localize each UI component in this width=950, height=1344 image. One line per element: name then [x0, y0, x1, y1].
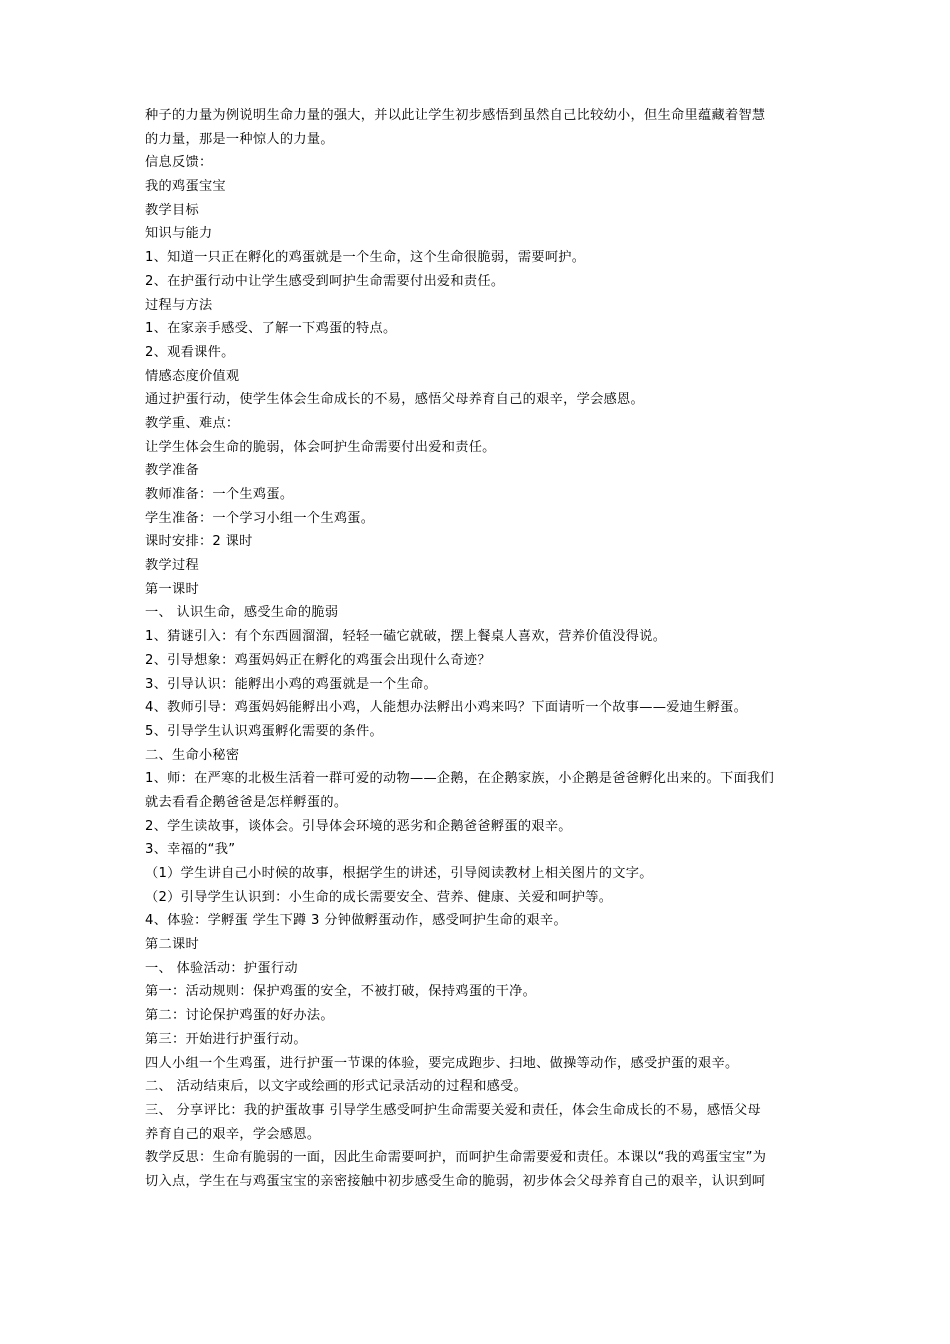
text-line: 四人小组一个生鸡蛋，进行护蛋一节课的体验，要完成跑步、扫地、做操等动作，感受护蛋的艰辛。: [145, 1055, 739, 1071]
text-line: 的力量，那是一种惊人的力量。: [145, 131, 334, 147]
text-line: 教师准备：一个生鸡蛋。: [145, 487, 294, 502]
text-line: 三、 分享评比：我的护蛋故事 引导学生感受呵护生命需要关爱和责任，体会生命成长的不易，感悟父母: [145, 1102, 761, 1118]
section-heading: 第一课时: [145, 581, 199, 597]
text-line: 2、学生读故事，谈体会。引导体会环境的恶劣和企鹅爸爸孵蛋的艰辛。: [145, 818, 572, 834]
text-line: 一、 认识生命，感受生命的脆弱: [145, 605, 339, 621]
text-line: 第三：开始进行护蛋行动。: [145, 1031, 307, 1047]
text-line: 2、观看课件。: [145, 344, 235, 360]
text-line: 养育自己的艰辛，学会感恩。: [145, 1126, 321, 1142]
text-line: 第一：活动规则：保护鸡蛋的安全，不被打破，保持鸡蛋的干净。: [145, 984, 537, 1000]
text-line: 1、猜谜引入：有个东西圆溜溜，轻轻一磕它就破，摆上餐桌人喜欢，营养价值没得说。: [145, 629, 667, 645]
section-heading: 教学重、难点：: [145, 415, 240, 431]
text-line: （1）学生讲自己小时候的故事，根据学生的讲述，引导阅读教材上相关图片的文字。: [145, 866, 653, 881]
text-line: 让学生体会生命的脆弱，体会呵护生命需要付出爱和责任。: [145, 439, 496, 455]
subsection-heading: 知识与能力: [145, 226, 213, 242]
text-line: 二、生命小秘密: [145, 747, 240, 763]
section-heading: 教学目标: [145, 202, 199, 218]
text-line: 1、师：在严寒的北极生活着一群可爱的动物——企鹅，在企鹅家族，小企鹅是爸爸孵化出来的。下面我们: [145, 771, 775, 787]
text-line: 第二：讨论保护鸡蛋的好办法。: [145, 1008, 334, 1024]
text-line: 1、在家亲手感受、了解一下鸡蛋的特点。: [145, 321, 397, 337]
text-line: 一、 体验活动：护蛋行动: [145, 960, 298, 976]
section-heading: 教学过程: [145, 558, 199, 574]
text-line: （2）引导学生认识到：小生命的成长需要安全、营养、健康、关爱和呵护等。: [145, 889, 613, 905]
section-heading: 信息反馈：: [145, 155, 213, 171]
text-line: 2、在护蛋行动中让学生感受到呵护生命需要付出爱和责任。: [145, 273, 505, 289]
lesson-title: 我的鸡蛋宝宝: [145, 179, 226, 195]
text-line: 4、教师引导：鸡蛋妈妈能孵出小鸡，人能想办法孵出小鸡来吗？下面请听一个故事——爱迪生孵蛋。: [145, 700, 748, 716]
subsection-heading: 过程与方法: [145, 297, 213, 313]
text-line: 4、体验：学孵蛋 学生下蹲 3 分钟做孵蛋动作，感受呵护生命的艰辛。: [145, 913, 567, 929]
text-line: 种子的力量为例说明生命力量的强大，并以此让学生初步感悟到虽然自己比较幼小，但生命里蕴藏着智慧: [145, 108, 766, 123]
text-line: 学生准备：一个学习小组一个生鸡蛋。: [145, 510, 375, 526]
text-line: 5、引导学生认识鸡蛋孵化需要的条件。: [145, 723, 383, 739]
section-heading: 教学准备: [145, 463, 199, 479]
text-line: 3、幸福的“我”: [145, 842, 236, 858]
text-line: 2、引导想象：鸡蛋妈妈正在孵化的鸡蛋会出现什么奇迹？: [145, 652, 491, 668]
section-heading: 第二课时: [145, 937, 199, 953]
text-line: 课时安排：2 课时: [145, 534, 253, 550]
text-line: 就去看看企鹅爸爸是怎样孵蛋的。: [145, 794, 348, 810]
text-line: 1、知道一只正在孵化的鸡蛋就是一个生命，这个生命很脆弱，需要呵护。: [145, 250, 586, 266]
text-line: 通过护蛋行动，使学生体会生命成长的不易，感悟父母养育自己的艰辛，学会感恩。: [145, 392, 645, 408]
text-line: 3、引导认识：能孵出小鸡的鸡蛋就是一个生命。: [145, 676, 437, 692]
document-body: [145, 104, 817, 1194]
text-line: 教学反思：生命有脆弱的一面，因此生命需要呵护，而呵护生命需要爱和责任。本课以“我的鸡蛋宝宝”为: [145, 1150, 767, 1166]
text-line: 切入点，学生在与鸡蛋宝宝的亲密接触中初步感受生命的脆弱，初步体会父母养育自己的艰辛，认识到呵: [145, 1173, 766, 1189]
subsection-heading: 情感态度价值观: [145, 368, 240, 384]
text-line: 二、 活动结束后，以文字或绘画的形式记录活动的过程和感受。: [145, 1079, 528, 1095]
